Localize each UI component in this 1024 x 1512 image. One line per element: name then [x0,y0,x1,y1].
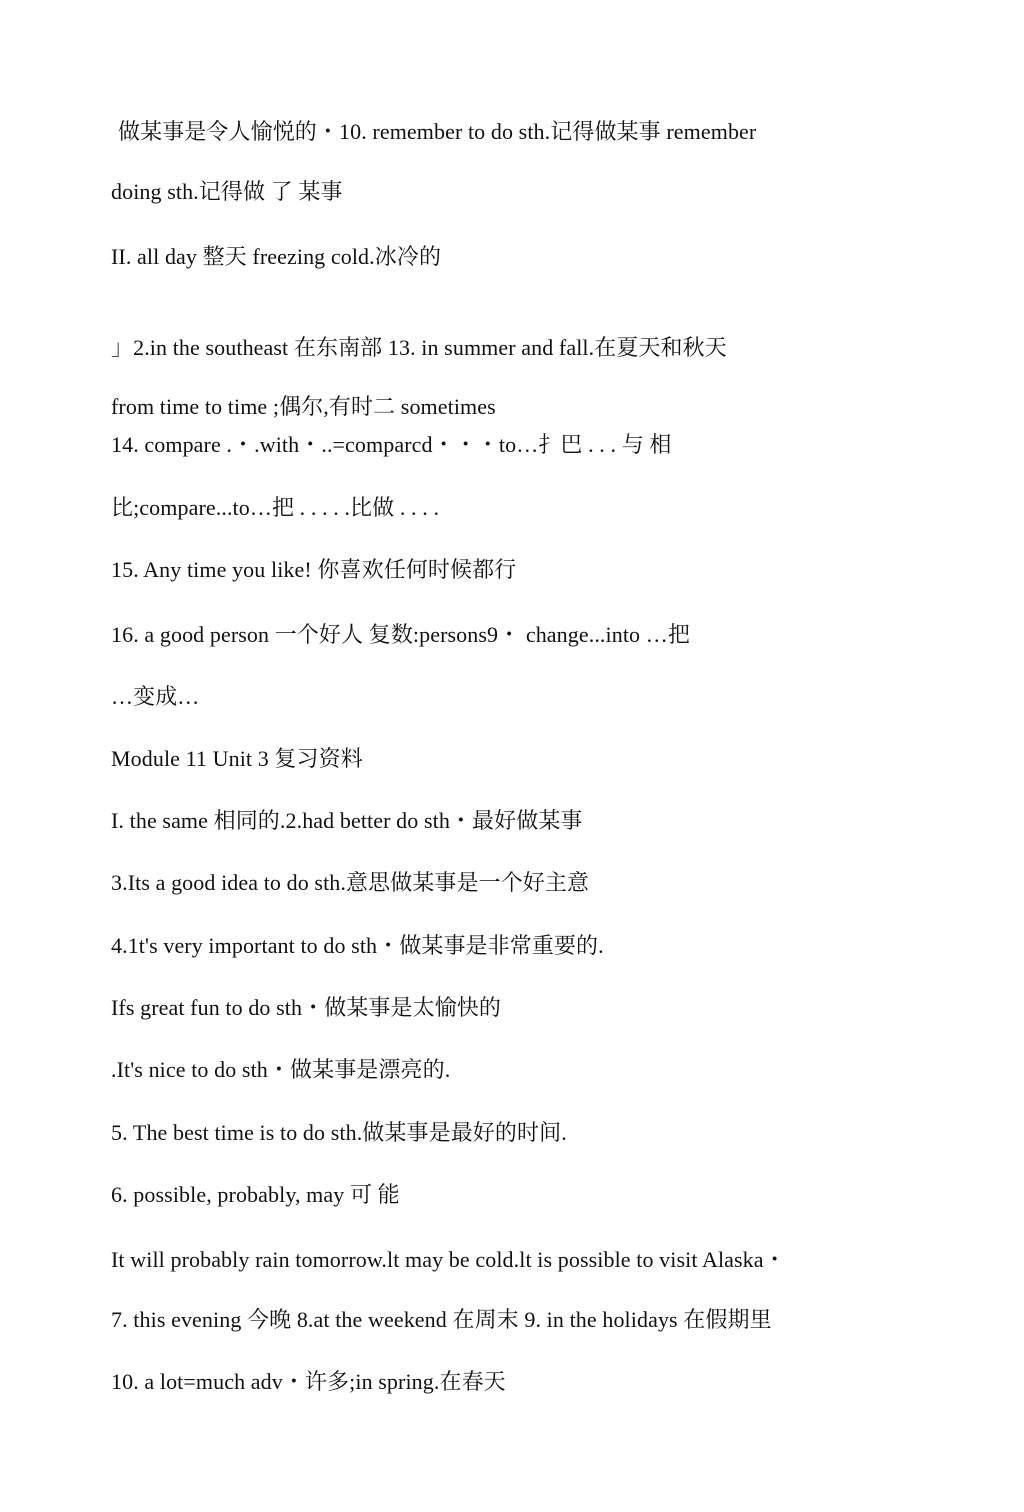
text-line-3: II. all day 整天 freezing cold.冰冷的 [111,244,442,269]
text-line-8: 15. Any time you like! 你喜欢任何时候都行 [111,557,517,582]
text-line-6: 14. compare .・.with・..=comparcd・・・to…扌巴 . . . 与 相 [111,432,672,457]
text-line-19: It will probably rain tomorrow.lt may be cold.lt is possible to visit Alaska・ [111,1247,786,1272]
text-line-20: 7. this evening 今晚 8.at the weekend 在周末 9. in the holidays 在假期里 [111,1307,772,1332]
text-line-13: 3.Its a good idea to do sth.意思做某事是一个好主意 [111,870,590,895]
text-line-17: 5. The best time is to do sth.做某事是最好的时间. [111,1120,567,1145]
text-line-4: 」2.in the southeast 在东南部 13. in summer and fall.在夏天和秋天 [111,335,727,360]
text-line-10: …变成… [111,684,200,709]
text-line-5: from time to time ;偶尔,有时二 sometimes [111,394,496,419]
section-heading: Module 11 Unit 3 复习资料 [111,746,363,771]
text-line-12: I. the same 相同的.2.had better do sth・最好做某事 [111,808,583,833]
text-line-7: 比;compare...to…把 . . . . .比做 . . . . [111,495,440,520]
text-line-16: .It's nice to do sth・做某事是漂亮的. [111,1057,451,1082]
text-line-1: 做某事是令人愉悦的・10. remember to do sth.记得做某事 remember [118,119,757,144]
text-line-18: 6. possible, probably, may 可 能 [111,1182,400,1207]
text-line-2: doing sth.记得做 了 某事 [111,179,343,204]
text-line-9: 16. a good person 一个好人 复数:persons9・ change...into …把 [111,622,690,647]
text-line-21: 10. a lot=much adv・许多;in spring.在春天 [111,1369,506,1394]
text-line-14: 4.1t's very important to do sth・做某事是非常重要的. [111,933,604,958]
text-line-15: Ifs great fun to do sth・做某事是太愉快的 [111,995,501,1020]
